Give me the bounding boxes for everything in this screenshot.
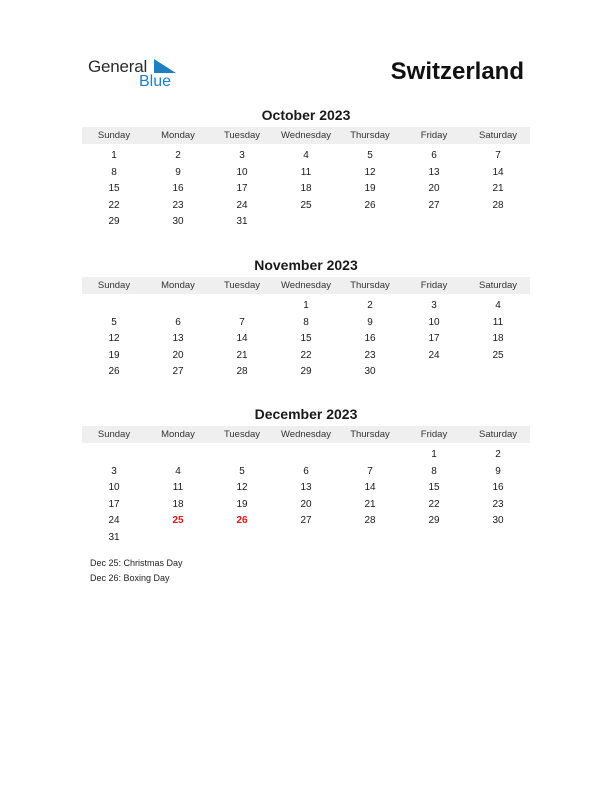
day-cell: 20 xyxy=(300,498,312,510)
day-cell: 14 xyxy=(364,482,376,494)
day-cell: 15 xyxy=(300,333,312,345)
day-cell xyxy=(402,364,466,381)
month-october-2023 xyxy=(82,106,530,231)
day-cell: 28 xyxy=(492,199,504,211)
week-row xyxy=(82,298,530,315)
day-cell: 4 xyxy=(175,465,181,477)
month-title: December 2023 xyxy=(254,406,358,422)
weekday-header-row xyxy=(82,426,530,443)
day-cell xyxy=(402,530,466,547)
week-row xyxy=(82,513,530,530)
holiday-notes xyxy=(90,556,183,585)
day-cell xyxy=(274,447,338,464)
day-cell: 21 xyxy=(236,349,248,361)
day-cell: 12 xyxy=(108,333,120,345)
day-cell: 22 xyxy=(428,498,440,510)
day-cell: 24 xyxy=(108,515,120,527)
holiday-note: Dec 25: Christmas Day xyxy=(90,558,183,568)
day-cell: 17 xyxy=(236,183,248,195)
day-cell: 6 xyxy=(303,465,309,477)
weekday-label: Thursday xyxy=(350,280,390,291)
day-cell: 7 xyxy=(239,316,245,328)
holiday-day-cell: 25 xyxy=(172,515,184,527)
day-cell xyxy=(274,530,338,547)
day-cell: 27 xyxy=(428,199,440,211)
day-cell: 29 xyxy=(428,515,440,527)
day-cell: 27 xyxy=(172,366,184,378)
week-row xyxy=(82,198,530,215)
holiday-day-cell: 26 xyxy=(236,515,248,527)
day-cell: 30 xyxy=(172,216,184,228)
day-cell: 18 xyxy=(492,333,504,345)
weekday-label: Friday xyxy=(420,130,448,141)
day-cell: 31 xyxy=(108,531,120,543)
week-row xyxy=(82,497,530,514)
day-cell: 11 xyxy=(492,316,504,328)
day-cell: 6 xyxy=(431,150,437,161)
week-row xyxy=(82,315,530,332)
country-title: Switzerland xyxy=(390,58,524,85)
weekday-label: Monday xyxy=(161,130,195,141)
week-row xyxy=(82,447,530,464)
day-cell: 23 xyxy=(172,199,184,211)
logo-text-blue: Blue xyxy=(139,73,172,90)
day-cell: 9 xyxy=(367,316,373,328)
day-cell: 5 xyxy=(367,150,373,161)
week-row xyxy=(82,464,530,481)
weekday-label: Sunday xyxy=(97,429,131,440)
day-cell: 1 xyxy=(111,150,117,161)
week-row xyxy=(82,348,530,365)
day-cell: 9 xyxy=(495,465,501,477)
day-cell: 13 xyxy=(300,482,312,494)
day-cell: 22 xyxy=(108,199,120,211)
day-cell: 19 xyxy=(236,498,248,510)
day-cell: 11 xyxy=(300,166,312,178)
weekday-label: Wednesday xyxy=(281,130,331,141)
day-cell: 3 xyxy=(239,150,245,161)
month-title: October 2023 xyxy=(261,107,351,123)
logo-text-general: General xyxy=(88,57,148,76)
week-row xyxy=(82,165,530,182)
weekday-label: Tuesday xyxy=(223,280,261,291)
day-cell: 9 xyxy=(175,166,181,178)
day-cell xyxy=(82,298,146,315)
day-cell: 13 xyxy=(428,166,440,178)
day-cell xyxy=(338,447,402,464)
day-cell: 20 xyxy=(172,349,184,361)
weekday-label: Sunday xyxy=(97,130,131,141)
day-cell: 14 xyxy=(492,166,504,178)
weekday-label: Saturday xyxy=(478,429,518,440)
weekday-label: Friday xyxy=(420,429,448,440)
day-cell xyxy=(146,447,210,464)
day-cell xyxy=(274,214,338,231)
day-cell: 5 xyxy=(111,316,117,328)
day-cell: 2 xyxy=(367,300,373,311)
day-cell: 31 xyxy=(236,216,248,228)
day-cell: 17 xyxy=(428,333,440,345)
month-december-2023 xyxy=(82,405,530,547)
day-cell: 12 xyxy=(364,166,376,178)
day-cell: 21 xyxy=(364,498,376,510)
day-cell xyxy=(146,530,210,547)
day-cell: 7 xyxy=(367,465,373,477)
day-cell: 6 xyxy=(175,316,181,328)
day-cell xyxy=(466,530,530,547)
weekday-header-row xyxy=(82,277,530,294)
weekday-label: Sunday xyxy=(97,280,131,291)
week-row xyxy=(82,181,530,198)
day-cell xyxy=(338,214,402,231)
day-cell: 24 xyxy=(236,199,248,211)
day-cell xyxy=(338,530,402,547)
day-cell: 18 xyxy=(172,498,184,510)
day-cell: 3 xyxy=(111,465,117,477)
day-cell: 17 xyxy=(108,498,120,510)
day-cell: 13 xyxy=(172,333,184,345)
day-cell: 7 xyxy=(495,150,501,161)
day-cell: 2 xyxy=(175,150,181,161)
weekday-header-row xyxy=(82,127,530,144)
day-cell: 10 xyxy=(236,166,248,178)
day-cell: 10 xyxy=(428,316,440,328)
day-cell: 19 xyxy=(108,349,120,361)
holiday-note: Dec 26: Boxing Day xyxy=(90,572,170,583)
day-cell: 16 xyxy=(492,482,504,494)
day-cell xyxy=(210,447,274,464)
weekday-label: Thursday xyxy=(350,429,390,440)
day-cell: 25 xyxy=(492,349,504,361)
weekday-label: Wednesday xyxy=(281,280,331,291)
month-title: November 2023 xyxy=(254,257,358,273)
weekday-label: Tuesday xyxy=(223,130,261,141)
day-cell: 8 xyxy=(431,465,437,477)
week-row xyxy=(82,364,530,381)
weekday-label: Saturday xyxy=(478,130,518,141)
day-cell: 10 xyxy=(108,482,120,494)
day-cell: 25 xyxy=(300,199,312,211)
day-cell: 11 xyxy=(172,482,184,494)
day-cell: 15 xyxy=(428,482,440,494)
day-cell: 3 xyxy=(431,300,437,311)
day-cell: 8 xyxy=(111,166,117,178)
week-row xyxy=(82,148,530,165)
day-cell: 29 xyxy=(300,366,312,378)
day-cell: 29 xyxy=(108,216,120,228)
day-cell: 23 xyxy=(364,349,376,361)
weekday-label: Thursday xyxy=(350,130,390,141)
weekday-label: Tuesday xyxy=(223,429,261,440)
day-cell: 28 xyxy=(236,366,248,378)
day-cell: 1 xyxy=(303,300,309,311)
day-cell: 23 xyxy=(492,498,504,510)
week-row xyxy=(82,480,530,497)
day-cell: 12 xyxy=(236,482,248,494)
day-cell: 19 xyxy=(364,183,376,195)
day-cell: 27 xyxy=(300,515,312,527)
day-cell: 4 xyxy=(495,300,501,311)
day-cell: 26 xyxy=(364,199,376,211)
day-cell: 2 xyxy=(495,449,501,460)
weekday-label: Saturday xyxy=(478,280,518,291)
day-cell xyxy=(82,447,146,464)
week-row xyxy=(82,530,530,547)
weekday-label: Friday xyxy=(420,280,448,291)
generalblue-logo xyxy=(88,57,188,91)
day-cell: 22 xyxy=(300,349,312,361)
day-cell xyxy=(402,214,466,231)
day-cell: 30 xyxy=(492,515,504,527)
day-cell: 5 xyxy=(239,465,245,477)
day-cell xyxy=(466,364,530,381)
day-cell: 20 xyxy=(428,183,440,195)
day-cell: 16 xyxy=(172,183,184,195)
weekday-label: Monday xyxy=(161,280,195,291)
weekday-label: Wednesday xyxy=(281,429,331,440)
day-cell xyxy=(466,214,530,231)
week-row xyxy=(82,331,530,348)
month-november-2023 xyxy=(82,256,530,381)
day-cell: 28 xyxy=(364,515,376,527)
logo-triangle-icon xyxy=(154,59,176,73)
day-cell: 24 xyxy=(428,349,440,361)
day-cell: 1 xyxy=(431,449,437,460)
day-cell: 15 xyxy=(108,183,120,195)
week-row xyxy=(82,214,530,231)
day-cell: 16 xyxy=(364,333,376,345)
weekday-label: Monday xyxy=(161,429,195,440)
day-cell: 8 xyxy=(303,316,309,328)
day-cell: 26 xyxy=(108,366,120,378)
day-cell xyxy=(210,530,274,547)
day-cell: 30 xyxy=(364,366,376,378)
day-cell: 21 xyxy=(492,183,504,195)
day-cell: 14 xyxy=(236,333,248,345)
day-cell xyxy=(210,298,274,315)
day-cell: 4 xyxy=(303,150,309,161)
day-cell xyxy=(146,298,210,315)
day-cell: 18 xyxy=(300,183,312,195)
